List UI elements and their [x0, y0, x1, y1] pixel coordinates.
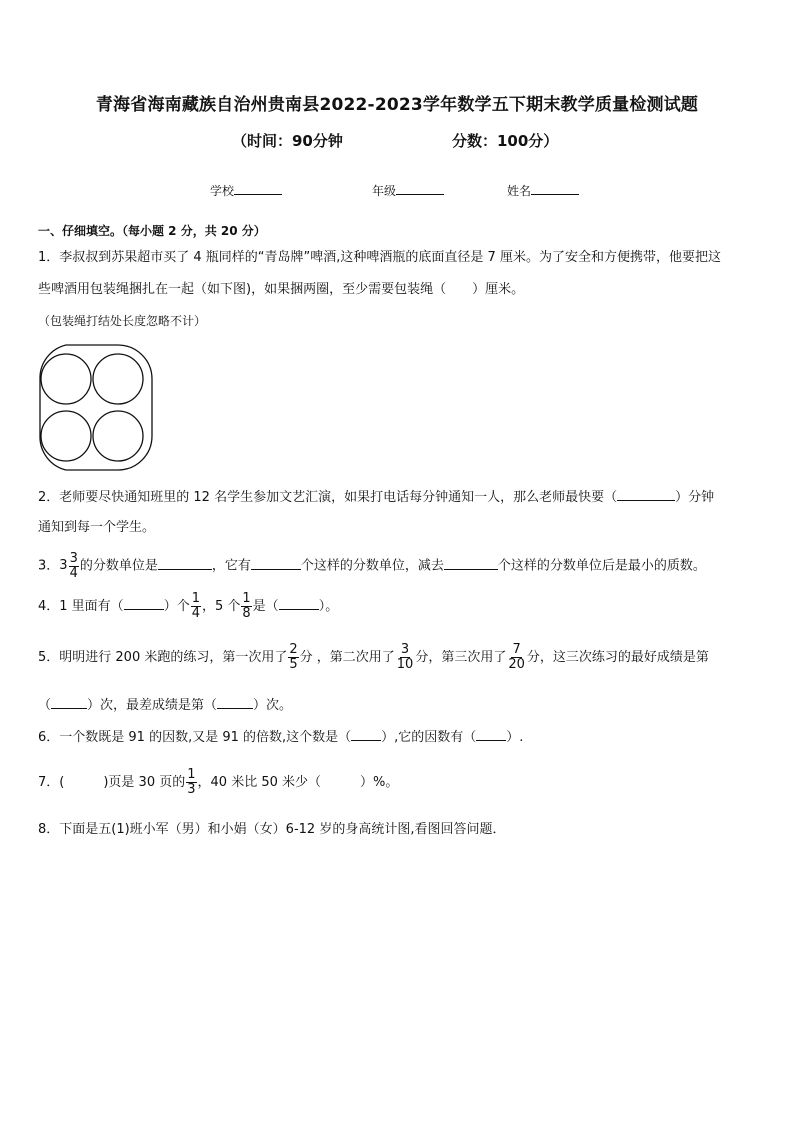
fraction-numerator: 3	[69, 550, 78, 566]
fraction-denominator: 20	[508, 657, 525, 672]
question-5-text-6: ）次，最差成绩是第（	[87, 698, 218, 713]
question-4-text-4: 是（	[252, 599, 279, 614]
question-3-blank-3[interactable]	[444, 556, 498, 570]
fraction-denominator: 3	[187, 782, 196, 797]
exam-score: 分数：100分）	[452, 132, 559, 150]
question-6-blank-1[interactable]	[351, 727, 381, 741]
grade-blank[interactable]	[396, 183, 444, 195]
question-2-text-a: 2．老师要尽快通知班里的 12 名学生参加文艺汇演，如果打电话每分钟通知一人，那么老师最快要（	[38, 490, 618, 505]
question-3-blank-2[interactable]	[251, 556, 301, 570]
question-6-text-3: ）.	[506, 730, 524, 745]
bottles-rope-figure	[38, 343, 158, 473]
question-4-text-5: ）。	[318, 599, 339, 614]
question-6	[38, 727, 523, 748]
question-2-text-b: ）分钟	[675, 490, 715, 505]
question-7-text-2: ，40 米比 50 米少（ ）%。	[197, 775, 399, 790]
question-5-fraction-2	[396, 643, 415, 672]
question-4	[38, 590, 338, 624]
name-label: 姓名	[507, 184, 532, 198]
question-2-answer-blank[interactable]	[617, 487, 675, 501]
question-3-text-4: 个这样的分数单位后是最小的质数。	[497, 558, 706, 574]
question-4-fraction-1	[191, 592, 201, 621]
fraction-numerator: 3	[400, 642, 410, 657]
fraction-numerator: 2	[289, 642, 298, 657]
question-4-text-2: ）个	[163, 599, 190, 614]
question-1-line-2: 些啤酒用包装绳捆扎在一起（如下图)，如果捆两圈，至少需要包装绳（ ）厘米。	[38, 282, 525, 297]
question-5-text-1: 5．明明进行 200 米跑的练习，第一次用了	[38, 650, 288, 665]
grade-label: 年级	[372, 184, 397, 198]
question-4-blank-2[interactable]	[279, 596, 319, 610]
question-5-text-3: 分，第三次用了	[415, 650, 507, 665]
question-2-line-2: 通知到每一个学生。	[38, 520, 156, 535]
question-5-text-7: ）次。	[253, 698, 293, 713]
fraction-denominator: 5	[289, 657, 298, 672]
question-5-blank-1[interactable]	[51, 695, 87, 709]
question-3-blank-1[interactable]	[158, 556, 212, 570]
question-5-text-4: 分，这三次练习的最好成绩是第	[526, 650, 709, 665]
question-3-text-2: ，它有	[211, 558, 251, 574]
name-field[interactable]	[507, 182, 579, 199]
fraction-denominator: 10	[396, 657, 414, 672]
question-1-note: （包装绳打结处长度忽略不计）	[38, 314, 207, 328]
question-6-text-2: ）,它的因数有（	[381, 730, 477, 745]
question-6-blank-2[interactable]	[476, 727, 506, 741]
question-5-line-1	[38, 638, 709, 678]
fraction-denominator: 4	[69, 565, 78, 581]
bottle-circle-top-right	[93, 354, 143, 404]
school-label: 学校	[210, 184, 235, 198]
school-blank[interactable]	[234, 183, 282, 195]
fraction-denominator: 8	[242, 606, 251, 621]
question-1-line-1: 1．李叔叔到苏果超市买了 4 瓶同样的“青岛牌”啤酒,这种啤酒瓶的底面直径是 7 厘米。为了安全和方便携带，他要把这	[38, 250, 721, 265]
bottle-circle-bottom-left	[41, 411, 91, 461]
question-3-text-1: 的分数单位是	[79, 558, 158, 574]
question-7-text-1: 7．( )页是 30 页的	[38, 775, 186, 790]
question-3-fraction	[69, 552, 79, 581]
page-title: 青海省海南藏族自治州贵南县2022-2023学年数学五下期末教学质量检测试题	[95, 95, 699, 115]
question-3-text-3: 个这样的分数单位，减去	[300, 558, 444, 574]
question-4-text-3: ，5 个	[201, 599, 241, 614]
school-field[interactable]	[210, 182, 282, 199]
fraction-numerator: 1	[191, 591, 200, 606]
question-4-blank-1[interactable]	[124, 596, 164, 610]
question-5-text-5: （	[38, 698, 52, 713]
question-5-text-2: 分 ，第二次用了	[299, 650, 395, 665]
grade-field[interactable]	[372, 182, 444, 199]
section-heading: 一、仔细填空。（每小题 2 分，共 20 分）	[38, 224, 266, 238]
question-4-text-1: 4．1 里面有（	[38, 599, 124, 614]
question-3-number: 3．	[38, 558, 60, 574]
question-3-whole: 3	[59, 558, 68, 573]
fraction-denominator: 4	[191, 606, 200, 621]
exam-time: （时间：90分钟	[232, 132, 343, 150]
question-5-fraction-1	[288, 643, 298, 672]
name-blank[interactable]	[531, 183, 579, 195]
question-5-blank-2[interactable]	[217, 695, 253, 709]
question-6-text-1: 6．一个数既是 91 的因数,又是 91 的倍数,这个数是（	[38, 730, 352, 745]
question-8: 8．下面是五(1)班小军（男）和小娟（女）6-12 岁的身高统计图,看图回答问题．	[38, 822, 506, 837]
question-5-line-2	[38, 695, 292, 716]
fraction-numerator: 1	[187, 767, 196, 782]
question-4-fraction-2	[241, 592, 251, 621]
bottle-circle-top-left	[41, 354, 91, 404]
fraction-numerator: 7	[512, 642, 521, 657]
bottle-circle-bottom-right	[93, 411, 143, 461]
question-2-line-1	[38, 487, 714, 508]
rope-outline	[40, 345, 152, 470]
question-3	[38, 550, 706, 583]
question-7-fraction	[186, 768, 196, 797]
question-7	[38, 763, 398, 803]
fraction-numerator: 1	[242, 591, 251, 606]
question-5-fraction-3	[507, 643, 526, 672]
